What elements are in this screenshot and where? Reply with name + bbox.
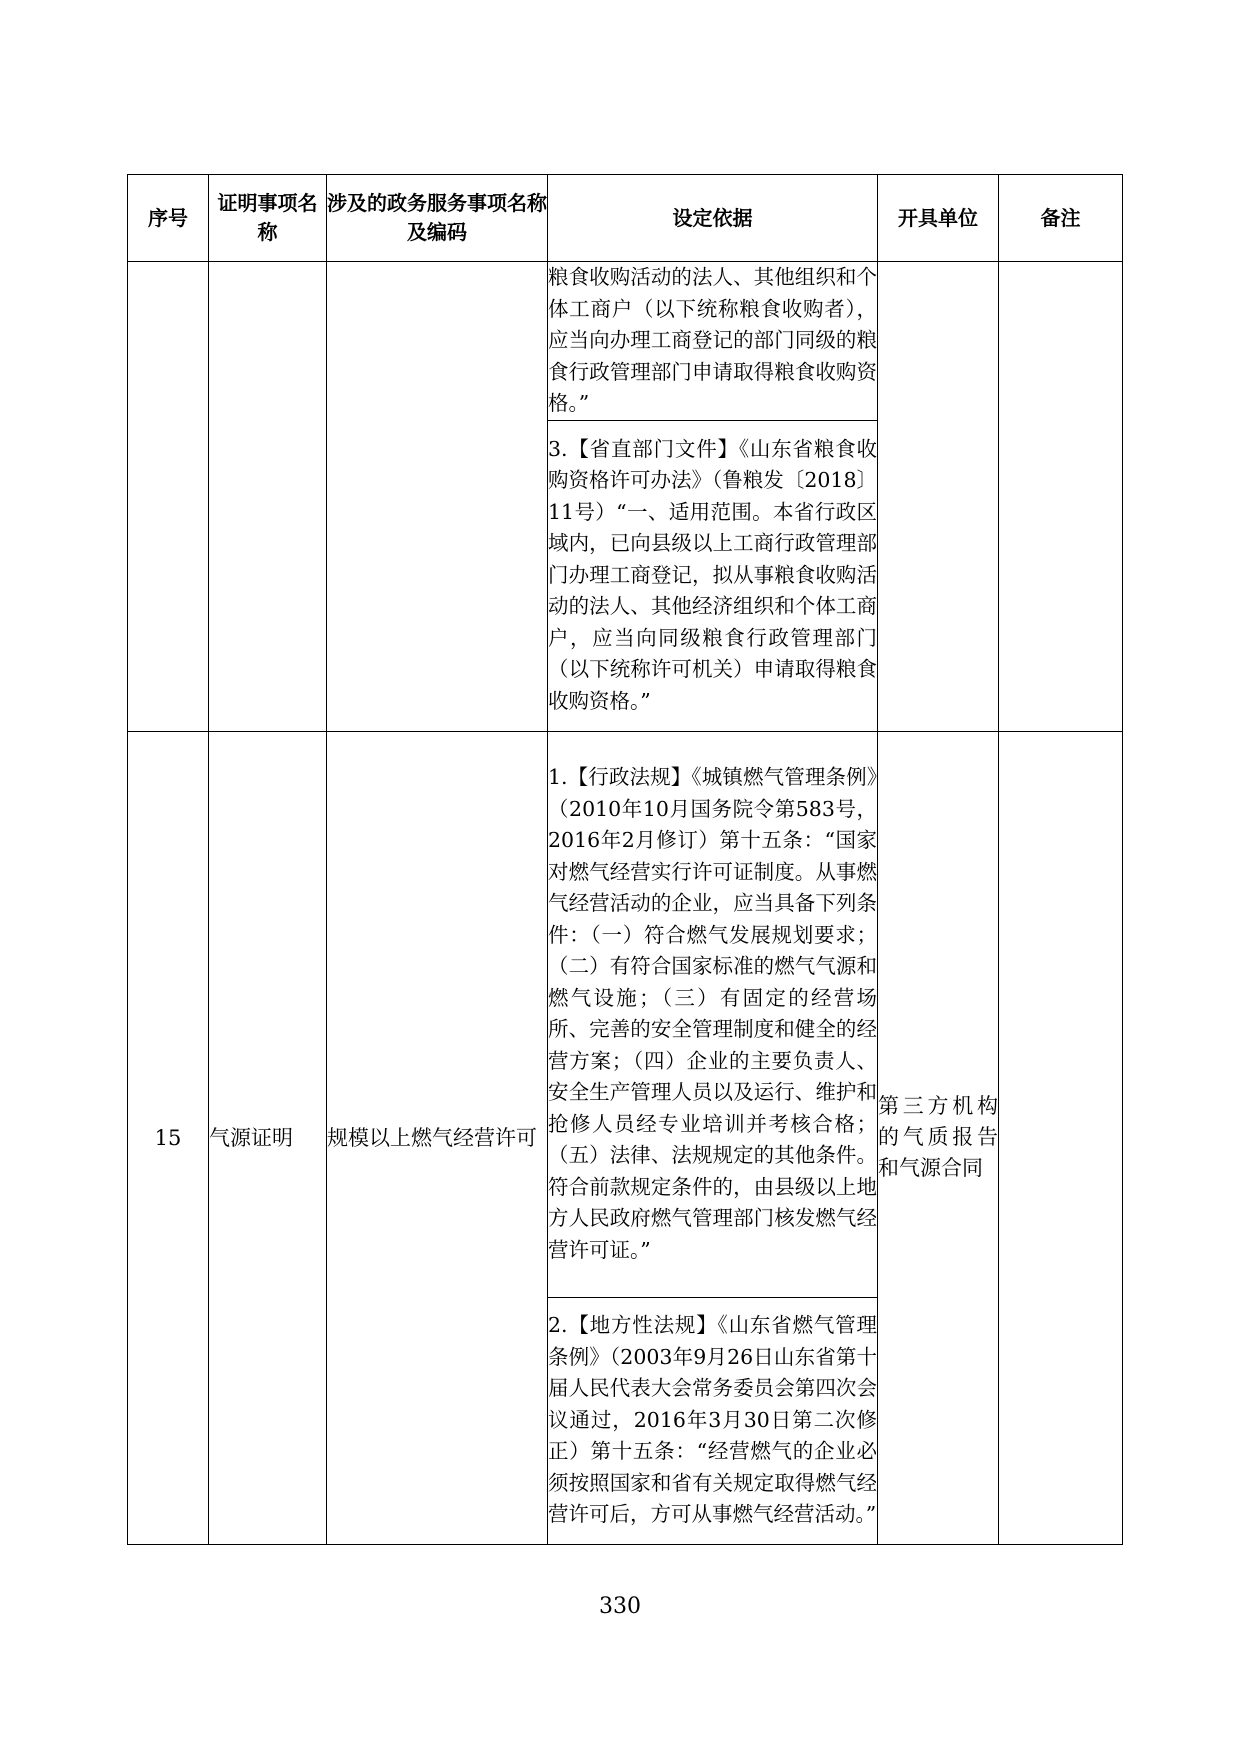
cell-seq-continued xyxy=(128,262,209,732)
header-issuer: 开具单位 xyxy=(878,175,999,262)
header-remarks: 备注 xyxy=(999,175,1123,262)
cell-seq-15: 15 xyxy=(128,731,209,1544)
page-number: 330 xyxy=(599,1594,641,1619)
cell-basis-15-1: 1.【行政法规】《城镇燃气管理条例》（2010年10月国务院令第583号，2016年2月修订）第十五条：“国家对燃气经营实行许可证制度。从事燃气经营活动的企业，应当具备下列条件：（一）符合燃气发展规划要求；（二）有符合国家标准的燃气气源和燃气设施；（三）有固定的经营场所、完善的安全管理制度和健全的经营方案；（四）企业的主要负责人、安全生产管理人员以及运行、维护和抢修人员经专业培训并考核合格；（五）法律、法规规定的其他条件。符合前款规定条件的，由县级以上地方人民政府燃气管理部门核发燃气经营许可证。” xyxy=(548,731,878,1297)
header-basis: 设定依据 xyxy=(548,175,878,262)
header-service: 涉及的政务服务事项名称及编码 xyxy=(327,175,548,262)
header-seq: 序号 xyxy=(128,175,209,262)
cell-basis-continued-1: 粮食收购活动的法人、其他组织和个体工商户（以下统称粮食收购者），应当向办理工商登记的部门同级的粮食行政管理部门申请取得粮食收购资格。” xyxy=(548,262,878,421)
cell-service-15: 规模以上燃气经营许可 xyxy=(327,731,548,1544)
certification-table xyxy=(127,174,1123,1545)
cell-issuer-15: 第三方机构的气质报告和气源合同 xyxy=(878,731,999,1544)
table-header-row xyxy=(128,175,1123,262)
cell-remarks-15 xyxy=(999,731,1123,1544)
cell-basis-15-2: 2.【地方性法规】《山东省燃气管理条例》（2003年9月26日山东省第十届人民代表大会常务委员会第四次会议通过，2016年3月30日第二次修正）第十五条：“经营燃气的企业必须按照国家和省有关规定取得燃气经营许可后，方可从事燃气经营活动。” xyxy=(548,1297,878,1544)
header-cert-name: 证明事项名称 xyxy=(209,175,327,262)
cell-service-continued xyxy=(327,262,548,732)
table-row-continued xyxy=(128,262,1123,421)
cell-issuer-continued xyxy=(878,262,999,732)
cell-cert-name-15: 气源证明 xyxy=(209,731,327,1544)
table-row-15 xyxy=(128,731,1123,1297)
cell-remarks-continued xyxy=(999,262,1123,732)
cell-basis-continued-2: 3.【省直部门文件】《山东省粮食收购资格许可办法》（鲁粮发〔2018〕11号）“一、适用范围。本省行政区域内，已向县级以上工商行政管理部门办理工商登记，拟从事粮食收购活动的法人、其他经济组织和个体工商户，应当向同级粮食行政管理部门（以下统称许可机关）申请取得粮食收购资格。” xyxy=(548,420,878,731)
cell-cert-name-continued xyxy=(209,262,327,732)
